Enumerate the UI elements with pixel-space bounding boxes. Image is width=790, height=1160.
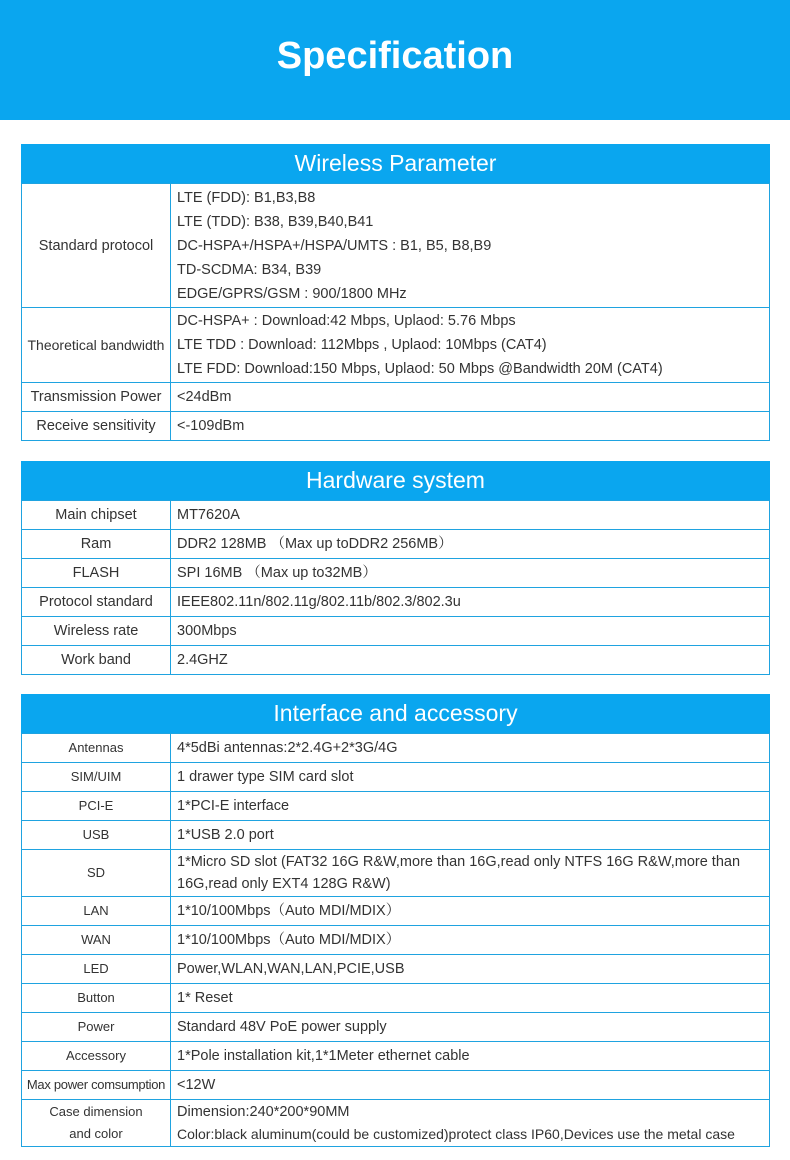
spec-value: DDR2 128MB （Max up toDDR2 256MB） bbox=[171, 530, 770, 559]
spec-value: 300Mbps bbox=[171, 617, 770, 646]
spec-label: FLASH bbox=[22, 559, 171, 588]
table-row bbox=[22, 530, 770, 559]
spec-label: PCI-E bbox=[22, 792, 171, 821]
table-row bbox=[22, 1100, 770, 1147]
spec-label: SD bbox=[22, 850, 171, 897]
table-row bbox=[22, 734, 770, 763]
spec-value: 1*10/100Mbps（Auto MDI/MDIX） bbox=[171, 897, 770, 926]
spec-value bbox=[171, 308, 770, 383]
spec-value-line: DC-HSPA+ : Download:42 Mbps, Uplaod: 5.76 Mbps bbox=[177, 313, 516, 329]
spec-label-line: and color bbox=[69, 1126, 123, 1141]
table-row bbox=[22, 588, 770, 617]
spec-value: 1 drawer type SIM card slot bbox=[171, 763, 770, 792]
spec-label bbox=[22, 1100, 171, 1147]
interface-accessory-table bbox=[21, 733, 770, 1147]
spec-label: Main chipset bbox=[22, 501, 171, 530]
spec-value: 1*USB 2.0 port bbox=[171, 821, 770, 850]
spec-value: <12W bbox=[171, 1071, 770, 1100]
spec-value-line: EDGE/GPRS/GSM : 900/1800 MHz bbox=[177, 285, 407, 302]
spec-value: 1*10/100Mbps（Auto MDI/MDIX） bbox=[171, 926, 770, 955]
spec-label: Max power comsumption bbox=[22, 1071, 171, 1100]
spec-value: IEEE802.11n/802.11g/802.11b/802.3/802.3u bbox=[171, 588, 770, 617]
spec-value-line: Dimension:240*200*90MM bbox=[177, 1104, 350, 1120]
table-row bbox=[22, 646, 770, 675]
table-row bbox=[22, 412, 770, 441]
spec-label: Transmission Power bbox=[22, 383, 171, 412]
wireless-parameter-section bbox=[21, 144, 770, 441]
spec-value bbox=[171, 184, 770, 308]
table-row bbox=[22, 617, 770, 646]
table-row bbox=[22, 955, 770, 984]
interface-accessory-section bbox=[21, 694, 770, 1147]
spec-label: Ram bbox=[22, 530, 171, 559]
table-row bbox=[22, 850, 770, 897]
spec-label: Standard protocol bbox=[22, 184, 171, 308]
table-row bbox=[22, 1013, 770, 1042]
spec-value: SPI 16MB （Max up to32MB） bbox=[171, 559, 770, 588]
spec-value: 1*Micro SD slot (FAT32 16G R&W,more than 16G,read only NTFS 16G R&W,more than 16G,read only EXT4 128G R&W) bbox=[171, 850, 770, 897]
table-row bbox=[22, 763, 770, 792]
spec-value bbox=[171, 1100, 770, 1147]
spec-value: Standard 48V PoE power supply bbox=[171, 1013, 770, 1042]
spec-value-line: TD-SCDMA: B34, B39 bbox=[177, 261, 322, 278]
interface-accessory-heading: Interface and accessory bbox=[21, 694, 770, 733]
spec-value: MT7620A bbox=[171, 501, 770, 530]
spec-label: SIM/UIM bbox=[22, 763, 171, 792]
spec-label: Protocol standard bbox=[22, 588, 171, 617]
hardware-system-table bbox=[21, 500, 770, 675]
spec-value-line: LTE (TDD): B38, B39,B40,B41 bbox=[177, 213, 374, 230]
table-row bbox=[22, 897, 770, 926]
spec-label: Accessory bbox=[22, 1042, 171, 1071]
table-row bbox=[22, 501, 770, 530]
table-row bbox=[22, 821, 770, 850]
spec-label: LED bbox=[22, 955, 171, 984]
spec-label: LAN bbox=[22, 897, 171, 926]
table-row bbox=[22, 1071, 770, 1100]
wireless-parameter-table bbox=[21, 183, 770, 441]
spec-label-line: Case dimension bbox=[49, 1104, 143, 1119]
spec-value: 2.4GHZ bbox=[171, 646, 770, 675]
spec-label: Button bbox=[22, 984, 171, 1013]
table-row bbox=[22, 1042, 770, 1071]
spec-value-line: LTE FDD: Download:150 Mbps, Uplaod: 50 Mbps @Bandwidth 20M (CAT4) bbox=[177, 361, 663, 377]
table-row bbox=[22, 792, 770, 821]
spec-value: 1*PCI-E interface bbox=[171, 792, 770, 821]
table-row bbox=[22, 184, 770, 308]
spec-value-line: LTE TDD : Download: 112Mbps , Uplaod: 10Mbps (CAT4) bbox=[177, 337, 547, 353]
spec-value: 1*Pole installation kit,1*1Meter ethernet cable bbox=[171, 1042, 770, 1071]
table-row bbox=[22, 926, 770, 955]
page-title: Specification bbox=[276, 34, 514, 77]
spec-value: <-109dBm bbox=[171, 412, 770, 441]
spec-label: Work band bbox=[22, 646, 171, 675]
spec-label: Theoretical bandwidth bbox=[22, 308, 171, 383]
wireless-parameter-heading: Wireless Parameter bbox=[21, 144, 770, 183]
spec-value-line: DC-HSPA+/HSPA+/HSPA/UMTS : B1, B5, B8,B9 bbox=[177, 237, 492, 254]
spec-label: Power bbox=[22, 1013, 171, 1042]
spec-label: USB bbox=[22, 821, 171, 850]
spec-value-line: Color:black aluminum(could be customized)protect class IP60,Devices use the metal case bbox=[177, 1126, 735, 1142]
spec-value: 4*5dBi antennas:2*2.4G+2*3G/4G bbox=[171, 734, 770, 763]
spec-label: WAN bbox=[22, 926, 171, 955]
hardware-system-section bbox=[21, 461, 770, 675]
spec-value: <24dBm bbox=[171, 383, 770, 412]
spec-value: 1* Reset bbox=[171, 984, 770, 1013]
spec-value-line: LTE (FDD): B1,B3,B8 bbox=[177, 189, 316, 206]
title-banner bbox=[0, 0, 790, 120]
table-row bbox=[22, 984, 770, 1013]
table-row bbox=[22, 308, 770, 383]
spec-value: Power,WLAN,WAN,LAN,PCIE,USB bbox=[171, 955, 770, 984]
hardware-system-heading: Hardware system bbox=[21, 461, 770, 500]
spec-label: Receive sensitivity bbox=[22, 412, 171, 441]
table-row bbox=[22, 559, 770, 588]
table-row bbox=[22, 383, 770, 412]
spec-label: Antennas bbox=[22, 734, 171, 763]
spec-label: Wireless rate bbox=[22, 617, 171, 646]
